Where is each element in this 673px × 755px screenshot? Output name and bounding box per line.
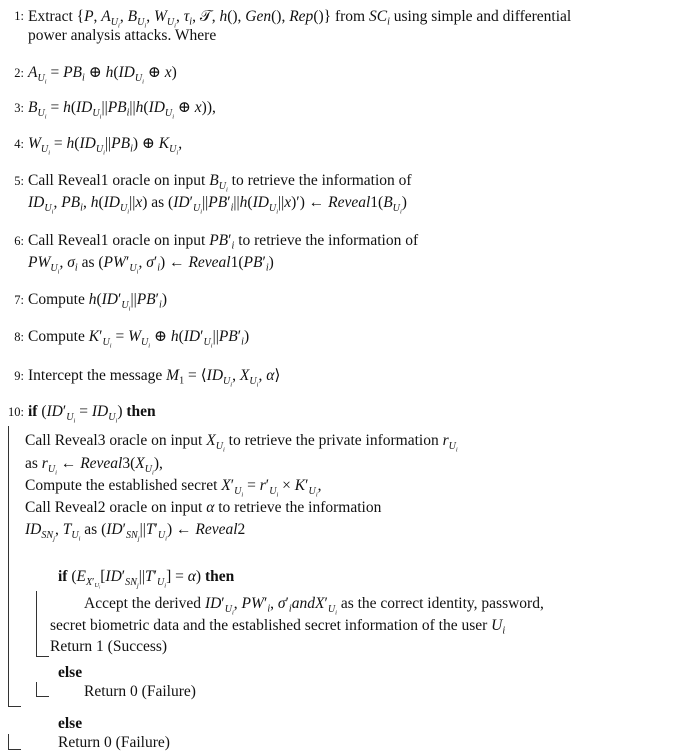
else-scope-bar — [8, 734, 9, 750]
inner-else-scope-end — [36, 696, 49, 697]
then-line-5: $ID_{SN_j}$, $T_{U_i}$ as $(ID'_{SN_j}||T'_{U_i})$ ← Reveal2 — [25, 521, 246, 542]
line-number-3: 3: — [14, 101, 24, 115]
line-number-8: 8: — [14, 330, 24, 344]
step-10-if: if $(ID'_{U_i} = ID_{U_i})$ then — [28, 403, 156, 424]
step-1-cont: power analysis attacks. Where — [28, 27, 217, 44]
step-5: Call Reveal1 oracle on input $B_{U_i}$ to retrieve the information of — [28, 172, 412, 193]
line-number-9: 9: — [14, 369, 24, 383]
return-success: Return 1 (Success) — [50, 638, 168, 655]
return-failure-inner: Return 0 (Failure) — [84, 683, 196, 700]
accept-line-2: secret biometric data and the established secret information of the user $U_i$ — [50, 617, 506, 637]
inner-else: else — [58, 664, 83, 681]
inner-if-scope-end — [36, 656, 49, 657]
step-1: Extract {P, $A_{U_i}$, $B_{U_i}$, $W_{U_i}$, $\tau_i$, 𝒯, h(), Gen(), Rep()} from $SC_i$ using simple and differential — [28, 8, 572, 29]
step-9: Intercept the message $M_1$ = $⟨ID_{U_i}$, $X_{U_i}$, α⟩ — [28, 367, 281, 388]
line-number-2: 2: — [14, 66, 24, 80]
line-number-5: 5: — [14, 174, 24, 188]
else-scope-end — [8, 749, 21, 750]
step-8: Compute $K'_{U_i} = W_{U_i}$ ⊕ $h(ID'_{U_i}||PB'_i)$ — [28, 328, 250, 349]
step-5-cont: $ID_{U_i}$, $PB_i$, $h(ID_{U_i}||x)$ as $(ID'_{U_i}||PB'_i||h(ID_{U_i}||x)')$ ← $Reveal1(B_{U_i})$ — [28, 194, 407, 215]
return-failure-outer: Return 0 (Failure) — [58, 734, 170, 751]
if-scope-bar — [8, 426, 9, 707]
step-4: $W_{U_i} = h(ID_{U_i}||PB_i)$ ⊕ $K_{U_i}$, — [28, 135, 183, 156]
line-number-7: 7: — [14, 293, 24, 307]
inner-if: if $(E_{X'_{U_i}}[ID'_{SN_j}||T'_{U_i}] = \alpha)$ then — [58, 568, 235, 590]
line-number-10: 10: — [8, 405, 24, 419]
outer-else: else — [58, 715, 83, 732]
line-number-4: 4: — [14, 137, 24, 151]
step-3: $B_{U_i} = h(ID_{U_i}||PB_i||h(ID_{U_i}$ ⊕ x)), — [28, 99, 216, 120]
accept-line-1: Accept the derived $ID'_{U_i}$, $PW'_i$, $\sigma'_iandX'_{U_i}$ as the correct identity, password, — [84, 595, 544, 616]
step-2: $A_{U_i} = PB_i$ ⊕ $h(ID_{U_i}$ ⊕ x) — [28, 64, 177, 85]
step-6-cont: $PW_{U_i}$, $\sigma_i$ as ($PW'_{U_i}$, $\sigma'_i$) ← $Reveal1(PB'_i)$ — [28, 254, 274, 275]
then-line-2: as $r_{U_i}$ ← $Reveal3(X_{U_i})$, — [25, 455, 163, 476]
inner-if-scope-bar — [36, 591, 37, 657]
line-number-1: 1: — [14, 9, 24, 23]
step-6: Call Reveal1 oracle on input $PB'_i$ to retrieve the information of — [28, 232, 419, 252]
if-scope-end — [8, 706, 21, 707]
inner-else-scope-bar — [36, 682, 37, 697]
line-number-6: 6: — [14, 234, 24, 248]
then-line-3: Compute the established secret $X'_{U_i} = r'_{U_i} \times K'_{U_i}$, — [25, 477, 322, 498]
then-line-1: Call Reveal3 oracle on input $X_{U_i}$ to retrieve the private information $r_{U_i}$ — [25, 432, 458, 453]
then-line-4: Call Reveal2 oracle on input α to retrieve the information — [25, 499, 382, 516]
step-7: Compute $h(ID'_{U_i}||PB'_i)$ — [28, 291, 168, 312]
